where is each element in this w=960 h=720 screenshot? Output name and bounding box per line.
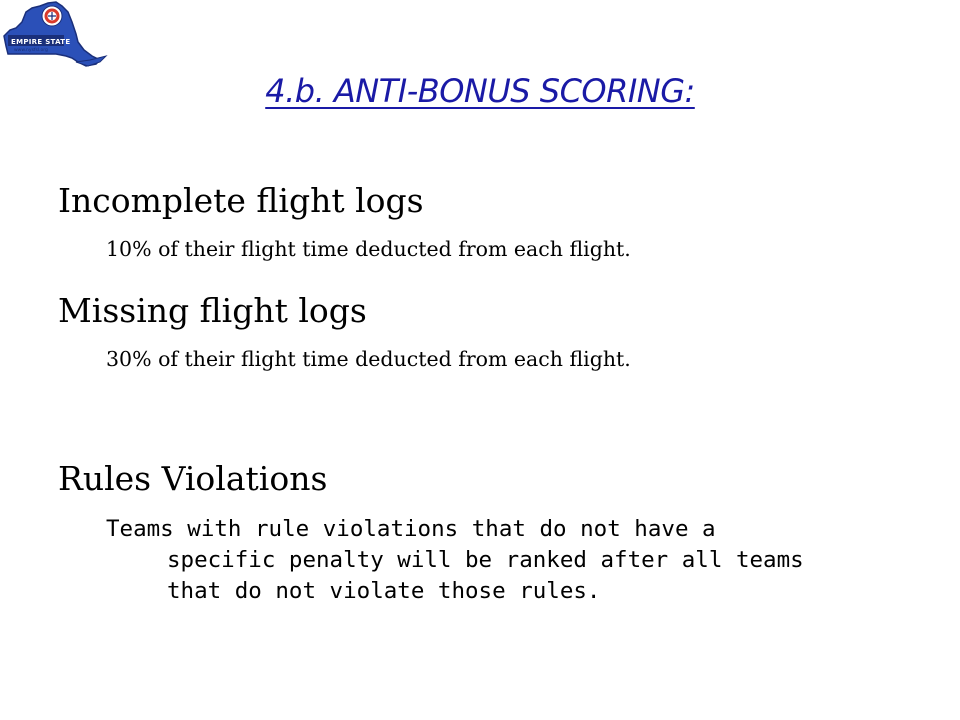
heading-missing-flight-logs: Missing flight logs (58, 291, 367, 330)
rules-violations-line: Teams with rule violations that do not have a (106, 516, 716, 542)
new-york-state-map-icon (0, 0, 112, 72)
text-rules-violations (106, 514, 906, 607)
slide-title: 4.b. ANTI-BONUS SCORING: (265, 72, 695, 110)
rules-violations-line: specific penalty will be ranked after all teams (167, 547, 804, 573)
logo-url: www.nysfsl.org (14, 48, 48, 53)
text-missing-flight-logs: 30% of their flight time deducted from each flight. (106, 347, 631, 371)
heading-rules-violations: Rules Violations (58, 459, 328, 498)
heading-incomplete-flight-logs: Incomplete flight logs (58, 181, 424, 220)
text-incomplete-flight-logs: 10% of their flight time deducted from each flight. (106, 237, 631, 261)
empire-state-logo (0, 0, 112, 72)
logo-name: EMPIRE STATE (11, 38, 71, 46)
rules-violations-line: that do not violate those rules. (167, 578, 601, 604)
